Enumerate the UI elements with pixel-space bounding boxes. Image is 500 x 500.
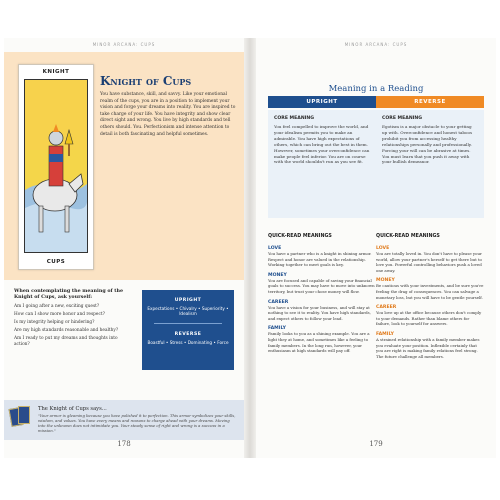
upright-keywords-label: UPRIGHT (174, 298, 202, 303)
core-meaning-text: Egotism is a major obstacle to your getting up with. Overconfidence and honest taboos prohibit you from accessing healthy relationships personally and professionally. Forcing your will can be abrasive at times. You must learn that you push it away with your bullish demeanor. (382, 124, 473, 165)
list-item (268, 273, 376, 295)
question-item: Are my high standards reasonable and healthy? (14, 327, 119, 333)
upright-quick-read-title: QUICK-READ MEANINGS (268, 234, 332, 239)
upright-quick-read-list (268, 246, 376, 359)
question-item: Is my integrity helping or hindering? (14, 319, 95, 325)
card-title: Knight of Cups (100, 74, 192, 88)
core-meaning-title: CORE MEANING (382, 116, 422, 121)
upright-core-meaning (268, 110, 376, 218)
list-item (376, 246, 484, 273)
reverse-keywords-label: REVERSE (174, 331, 202, 337)
quick-read-term: LOVE (376, 246, 390, 251)
question-item: Am I going after a new, exciting quest? (14, 303, 100, 309)
reverse-keywords: Boastful • Stress • Dominating • Force (147, 339, 229, 345)
quick-read-text: You have a partner who is a knight in shining armor. Respect and honor are valued in the relationship. Working together to meet goals is key. (268, 251, 372, 268)
keywords-box (142, 290, 234, 370)
quick-read-term: FAMILY (376, 331, 394, 337)
question-item: Am I ready to put my dreams and thoughts into action? (14, 335, 118, 347)
page-number-left: 178 (117, 440, 131, 448)
quick-read-term: LOVE (268, 246, 282, 251)
core-meaning-text: You feel compelled to improve the world, and your idealism permits you to make an admirable. You have high expectations of others, which can bring out the best in them. However, sometimes your overconfidence can make people feel inferior. You are on course with the world shouldn't run as you see fit. (274, 124, 370, 165)
reverse-column-header: REVERSE (376, 96, 484, 108)
tarot-card-illustration (24, 79, 88, 253)
quick-read-term: FAMILY (268, 326, 286, 332)
quick-read-text: You love up at the office because others don't comply to your demands. Rather than blame others for failure, look to yourself for answers. (376, 310, 482, 327)
tarot-card (18, 64, 94, 270)
tarot-card-top-label: KNIGHT (42, 69, 70, 75)
contemplation-questions (14, 288, 134, 350)
list-item (268, 326, 376, 353)
upright-keywords: Expectations • Chivalry • Superiority • Idealism (147, 306, 229, 317)
running-header: MINOR ARCANA: CUPS (92, 42, 156, 47)
tarot-card-bottom-label: CUPS (46, 259, 66, 265)
core-meaning-title: CORE MEANING (274, 116, 314, 121)
quick-read-text: You are focused and capable of saving your financial goals to success. You may have to move into unknown territory, but trust your chose money will flow. (268, 277, 375, 294)
reverse-quick-read-list (376, 246, 484, 364)
contemplation-lead: When contemplating the meaning of the Knight of Cups, ask yourself: (14, 288, 124, 301)
question-item: How can I show more honor and respect? (14, 311, 105, 317)
quick-read-term: MONEY (268, 272, 287, 278)
page-number-right: 179 (369, 440, 383, 448)
list-item (268, 300, 376, 322)
quick-read-text: You have a vision for your business, and will stay at nothing to see it to reality. You have high standards, and expect others to follow your lead. (268, 304, 371, 321)
quick-read-term: CAREER (268, 299, 289, 305)
mini-cards-icon (10, 404, 32, 434)
keywords-divider (154, 323, 222, 324)
quick-read-term: MONEY (376, 278, 395, 284)
quick-read-text: Be cautious with your investments, and be sure you're feeling the drag of consequences. You can salvage a monetary loss, but you will have to be gentle yourself. (376, 283, 484, 300)
list-item (268, 246, 376, 268)
affirmation-panel (4, 400, 244, 440)
reverse-core-meaning (376, 110, 484, 218)
affirmation-text: "Your armor is gleaming because you have polished it to perfection. This armor symbolizes your skills, wisdom, and values. You have every means and reasons to charge ahead with your dreams. Moving into the unknown does not intimidate you. Your steady sense of right and wrong is a success in a mission." (38, 413, 236, 433)
reading-title: Meaning in a Reading (328, 84, 424, 94)
list-item (376, 332, 484, 359)
affirmation-title: The Knight of Cups says... (38, 406, 107, 412)
quick-read-text: You are totally loved in. You don't have to please your world, allow your partner's herself to get there but to love you. Powerful controlling behaviors push a loved one away. (376, 251, 482, 273)
list-item (376, 278, 484, 300)
quick-read-text: Family looks to you as a shining example. You are a light they at home, and sometimes like a feeling to family members. In the long run, however, your enthusiasm at high standards will pay off. (268, 331, 370, 354)
left-page (4, 38, 244, 458)
right-page (256, 38, 496, 458)
list-item (376, 305, 484, 327)
running-header: MINOR ARCANA: CUPS (344, 42, 408, 47)
book-gutter (244, 38, 256, 458)
card-panel (4, 52, 244, 280)
card-description: You have substance, skill, and savvy. Like your emotional realm of the cups, you are in a position to implement your vision and forge your dreams into reality. You are inspired to take charge of your life. You have integrity and show clear direct sight and wrong. You live by high standards and tell others should. You. Perfectionism and intense attention to detail is both fascinating and helpful sometimes. (100, 92, 236, 137)
quick-read-text: A strained relationship with a family member makes you evaluate your position. Inflexible certainly that you are right is making family relations feel strong. The future challenge all members. (376, 336, 480, 359)
upright-column-header: UPRIGHT (268, 96, 376, 108)
reverse-quick-read-title: QUICK-READ MEANINGS (376, 234, 440, 239)
quick-read-term: CAREER (376, 305, 397, 311)
